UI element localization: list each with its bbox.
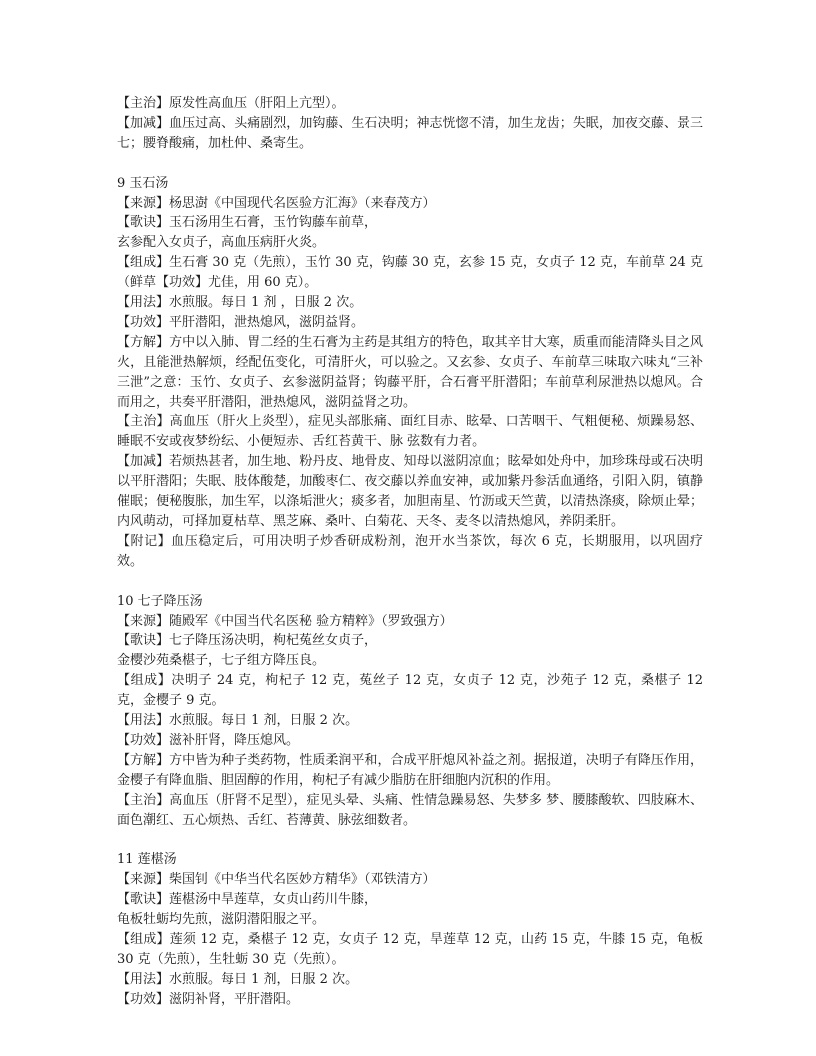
text-paragraph: 【方解】方中皆为种子类药物，性质柔润平和，合成平肝熄风补益之剂。据报道，决明子有降压作用，金樱子有降血脂、胆固醇的作用，枸杞子有减少脂肪在肝细胞内沉积的作用。 [117,752,703,788]
text-paragraph: 【歌诀】玉石汤用生石膏，玉竹钩藤车前草， [117,215,378,231]
text-paragraph: 【功效】滋阴补肾，平肝潜阳。 [117,991,300,1007]
text-paragraph: 【方解】方中以入肺、胃二经的生石膏为主药是其组方的特色，取其辛甘大寒，质重而能清降头目之风火，且能泄热解烦，经配伍变化，可清肝火，可以验之。又玄参、女贞子、车前草三味取六味丸“三补三泄”之意：玉竹、女贞子、玄参滋阴益肾；钩藤平肝，合石膏平肝潜阳；车前草利尿泄热以熄风。合而用之，共奏平肝潜阳，泄热熄风，滋阴益肾之功。 [117,334,703,410]
text-paragraph: 11 莲椹汤 [117,852,177,868]
text-paragraph: 【来源】柴国钊《中华当代名医妙方精华》（邓铁清方） [117,872,436,888]
document-page [117,94,703,1010]
text-paragraph: 龟板牡蛎均先煎，滋阴潜阳服之平。 [117,912,326,928]
text-paragraph: 【组成】生石膏 30 克（先煎），玉竹 30 克，钩藤 30 克，玄参 15 克，女贞子 12 克，车前草 24 克（鲜草【功效】尤佳，用 60 克）。 [117,255,703,291]
text-paragraph: 【加减】血压过高、头痛剧烈，加钩藤、生石决明；神志恍惚不清，加生龙齿；失眠，加夜交藤、景三七；腰脊酸痛，加杜仲、桑寄生。 [117,115,703,151]
text-paragraph: 【组成】莲须 12 克，桑椹子 12 克，女贞子 12 克，旱莲草 12 克，山药 15 克，牛膝 15 克，龟板 30 克（先煎），生牡蛎 30 克（先煎）。 [117,932,703,967]
text-paragraph: 【加减】若烦热甚者，加生地、粉丹皮、地骨皮、知母以滋阴凉血；眩晕如处舟中，加珍珠母或石决明以平肝潜阳；失眠、肢体酸楚，加酸枣仁、夜交藤以养血安神，或加紫丹参活血通络，引阳入阴，镇静催眠；便秘腹胀，加生军，以涤垢泄火；痰多者，加胆南星、竹沥或天竺黄，以清热涤痰，除烦止晕；内风萌动，可择加夏枯草、黑芝麻、桑叶、白菊花、天冬、麦冬以清热熄风，养阴柔肝。 [117,454,703,530]
text-paragraph: 【用法】水煎服。每日 1 剂，日服 2 次。 [117,971,359,987]
text-paragraph: 【歌诀】莲椹汤中旱莲草，女贞山药川牛膝， [117,892,378,908]
text-paragraph: 【主治】高血压（肝火上炎型），症见头部胀痛、面红目赤、眩晕、口苦咽干、气粗便秘、烦躁易怒、睡眠不安或夜梦纷纭、小便短赤、舌红苔黄干、脉 弦数有力者。 [117,414,703,450]
text-paragraph: 【用法】水煎服。每日 1 剂，日服 2 次。 [117,713,359,729]
text-paragraph: 9 玉石汤 [117,175,169,191]
text-paragraph: 金樱沙苑桑椹子，七子组方降压良。 [117,653,326,669]
text-paragraph: 【来源】杨思澍《中国现代名医验方汇海》（来春茂方） [117,195,436,211]
text-paragraph: 10 七子降压汤 [117,593,203,609]
text-paragraph: 【功效】滋补肝肾，降压熄风。 [117,732,300,748]
text-paragraph: 【附记】血压稳定后，可用决明子炒香研成粉剂，泡开水当茶饮，每次 6 克，长期服用，以巩固疗效。 [117,533,703,569]
text-paragraph: 【组成】决明子 24 克，枸杞子 12 克，菟丝子 12 克，女贞子 12 克，沙苑子 12 克，桑椹子 12 克，金樱子 9 克。 [117,673,703,709]
paragraph-gap [117,831,703,851]
paragraph-gap [117,154,703,174]
text-paragraph: 【用法】水煎服。每日 1 剂 ，日服 2 次。 [117,295,363,311]
text-paragraph: 【歌诀】七子降压汤决明，枸杞菟丝女贞子， [117,633,378,649]
text-paragraph: 【来源】随殿军《中国当代名医秘 验方精粹》（罗致强方） [117,613,453,629]
text-paragraph: 【主治】高血压（肝肾不足型），症见头晕、头痛、性情急躁易怒、失梦多 梦、腰膝酸软、四肢麻木、面色潮红、五心烦热、舌红、苔薄黄、脉弦细数者。 [117,792,703,828]
text-paragraph: 玄参配入女贞子，高血压病肝火炎。 [117,235,326,251]
text-paragraph: 【功效】平肝潜阳，泄热熄风，滋阴益肾。 [117,314,365,330]
text-paragraph: 【主治】原发性高血压（肝阳上亢型）。 [117,96,345,111]
paragraph-gap [117,572,703,592]
